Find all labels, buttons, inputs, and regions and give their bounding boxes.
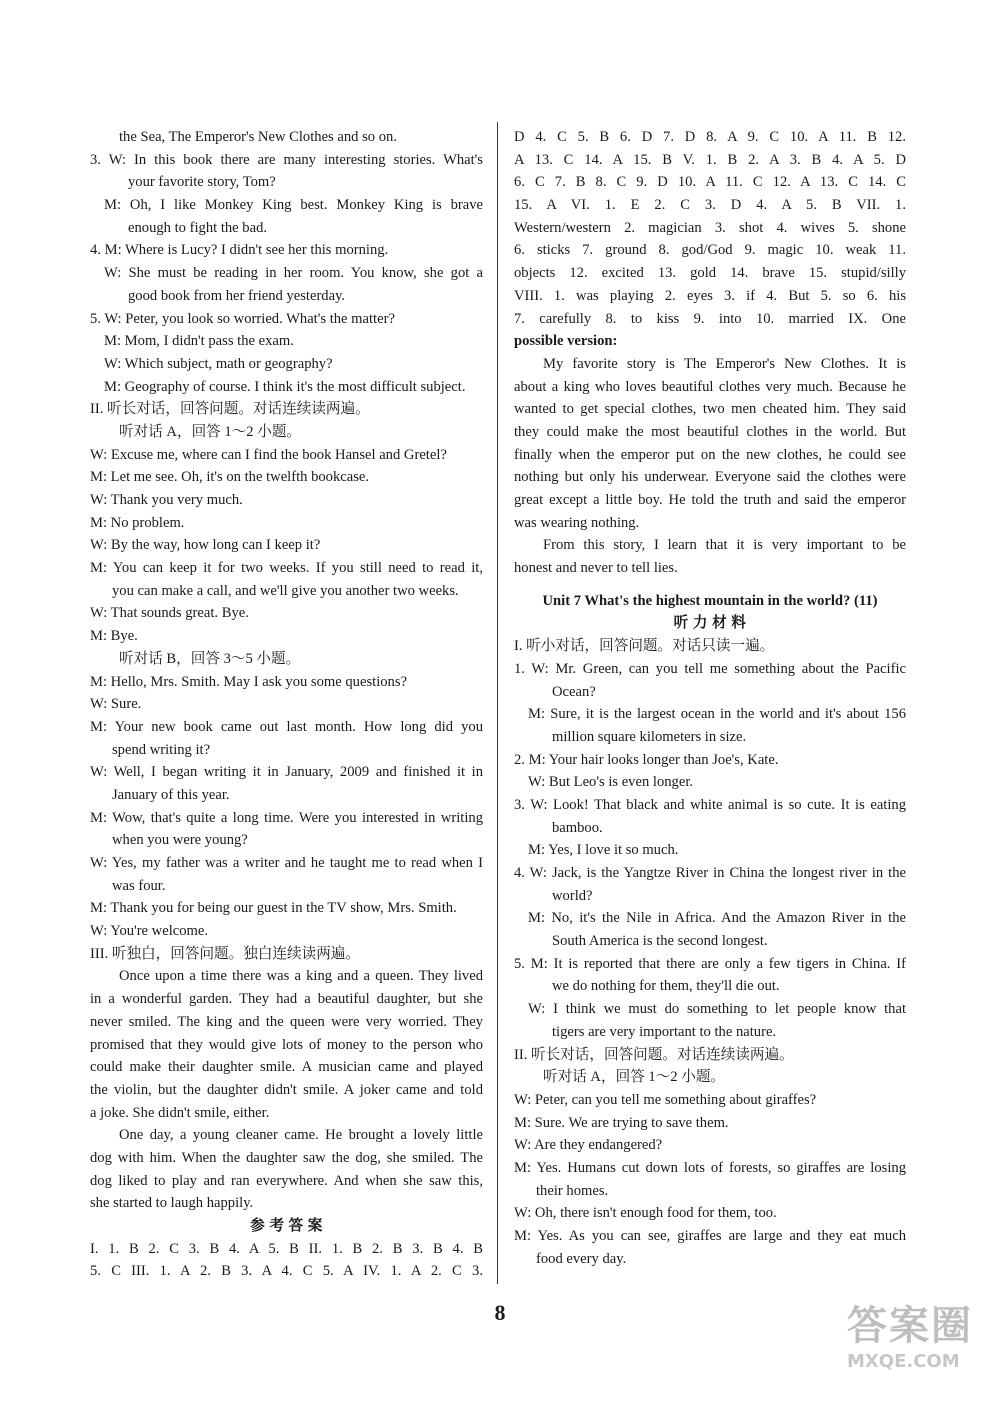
text-line: W: She must be reading in her room. You know, she got a <box>104 265 483 282</box>
text-line: W: You're welcome. <box>90 923 209 940</box>
text-line: a joke. She didn't smile, either. <box>90 1104 270 1121</box>
text-line: January of this year. <box>112 786 230 803</box>
essay-line: they could make the most beautiful clothes in the world. But <box>514 423 906 440</box>
text-line: M: No, it's the Nile in Africa. And the Amazon River in the <box>528 910 906 927</box>
text-line: W: That sounds great. Bye. <box>90 605 249 622</box>
text-line: 5. W: Peter, you look so worried. What's the matter? <box>90 310 395 327</box>
text-line: in a wonderful garden. They had a beautiful daughter, but she <box>90 991 483 1008</box>
text-line: M: Wow, that's quite a long time. Were you interested in writing <box>90 809 483 826</box>
text-line: world? <box>552 887 593 904</box>
text-line: W: Thank you very much. <box>90 492 243 508</box>
text-line: 2. M: Your hair looks longer than Joe's, Kate. <box>514 751 779 768</box>
text-line: she started to laugh happily. <box>90 1195 254 1212</box>
answer-line: 5. C III. 1. A 2. B 3. A 4. C 5. A IV. 1. A 2. C 3. <box>90 1263 483 1280</box>
text-line: M: Your new book came out last month. How long did you <box>90 718 483 735</box>
text-line: 5. M: It is reported that there are only a few tigers in China. If <box>514 955 906 972</box>
column-divider <box>497 122 498 1284</box>
section-heading: II. 听长对话，回答问题。对话连续读两遍。 <box>90 401 370 418</box>
text-line: M: Sure, it is the largest ocean in the world and it's about 156 <box>528 706 906 723</box>
text-line: the Sea, The Emperor's New Clothes and so on. <box>119 129 397 145</box>
text-line: South America is the second longest. <box>552 933 768 950</box>
text-line: One day, a young cleaner came. He brought a lovely little <box>119 1127 483 1144</box>
text-line: dog liked to play and ran everywhere. And when she saw this, <box>90 1172 483 1189</box>
text-line: M: Yes, I love it so much. <box>528 842 679 859</box>
text-line: you can make a call, and we'll give you another two weeks. <box>112 582 459 599</box>
essay-line: My favorite story is The Emperor's New Clothes. It is <box>543 355 906 372</box>
text-line: W: Well, I began writing it in January, 2009 and finished it in <box>90 764 483 781</box>
text-line: 1. W: Mr. Green, can you tell me something about the Pacific <box>514 660 906 677</box>
text-line: M: Geography of course. I think it's the most difficult subject. <box>104 378 466 395</box>
text-line: W: Excuse me, where can I find the book Hansel and Gretel? <box>90 446 447 463</box>
answer-line: 6. sticks 7. ground 8. god/God 9. magic 10. weak 11. <box>514 242 906 259</box>
text-line: 3. W: Look! That black and white animal is so cute. It is eating <box>514 796 906 813</box>
text-line: million square kilometers in size. <box>552 728 747 745</box>
text-line: M: You can keep it for two weeks. If you still need to read it, <box>90 560 483 577</box>
text-line: M: Yes. As you can see, giraffes are large and they eat much <box>514 1228 906 1244</box>
text-line: tigers are very important to the nature. <box>552 1023 777 1040</box>
text-line: promised that they would give lots of money to the person who <box>90 1036 483 1053</box>
answer-line: 7. carefully 8. to kiss 9. into 10. married IX. One <box>514 310 906 327</box>
section-heading: I. 听小对话，回答问题。对话只读一遍。 <box>514 638 775 655</box>
text-line: when you were young? <box>112 832 248 849</box>
essay-line: finally when the emperor put on the new clothes, he could see <box>514 446 906 463</box>
text-line: M: Thank you for being our guest in the TV show, Mrs. Smith. <box>90 900 457 917</box>
text-line: spend writing it? <box>112 741 211 758</box>
watermark-url: MXQE.COM <box>847 1351 960 1372</box>
text-line: W: Peter, can you tell me something about giraffes? <box>514 1091 817 1108</box>
right-column <box>514 126 906 1270</box>
answer-line: D 4. C 5. B 6. D 7. D 8. A 9. C 10. A 11. B 12. <box>514 129 906 145</box>
text-line: could make their daughter smile. A musician came and played <box>90 1059 483 1076</box>
spacer <box>514 580 906 590</box>
essay-line: wanted to get special clothes, two men cheated him. They said <box>514 401 906 418</box>
essay-line: nothing but only his underwear. Everyone said the clothes were <box>514 469 906 486</box>
answer-line: possible version: <box>514 333 618 350</box>
page-number: 8 <box>494 1300 506 1325</box>
text-line: W: Yes, my father was a writer and he taught me to read when I <box>90 855 483 871</box>
answer-line: I. 1. B 2. C 3. B 4. A 5. B II. 1. B 2. B 3. B 4. B <box>90 1240 483 1257</box>
text-line: M: Let me see. Oh, it's on the twelfth bookcase. <box>90 469 370 486</box>
text-line: enough to fight the bad. <box>128 219 268 236</box>
text-line: we do nothing for them, they'll die out. <box>552 978 780 995</box>
text-line: W: But Leo's is even longer. <box>528 774 694 791</box>
text-line: W: Sure. <box>90 696 142 713</box>
left-column <box>90 126 483 1283</box>
text-line: was four. <box>112 877 166 894</box>
subsection-heading: 听对话 A，回答 1～2 小题。 <box>543 1069 726 1086</box>
text-line: the violin, but the daughter didn't smile. A joker came and told <box>90 1081 483 1098</box>
text-line: bamboo. <box>552 819 603 836</box>
text-line: W: Which subject, math or geography? <box>104 355 333 372</box>
answer-line: VIII. 1. was playing 2. eyes 3. if 4. But 5. so 6. his <box>514 287 906 304</box>
text-line: M: Mom, I didn't pass the exam. <box>104 333 294 350</box>
answers-heading: 参 考 答 案 <box>250 1218 323 1234</box>
answer-line: Western/western 2. magician 3. shot 4. wives 5. shone <box>514 219 906 236</box>
text-line: M: Bye. <box>90 628 138 645</box>
text-line: 4. M: Where is Lucy? I didn't see her this morning. <box>90 242 389 259</box>
text-line: M: Sure. We are trying to save them. <box>514 1114 729 1131</box>
text-line: Ocean? <box>552 683 596 700</box>
text-line: dog with him. When the daughter saw the dog, she smiled. The <box>90 1149 483 1166</box>
section-heading: III. 听独白，回答问题。独白连续读两遍。 <box>90 945 360 962</box>
essay-line: honest and never to tell lies. <box>514 560 678 577</box>
text-line: W: By the way, how long can I keep it? <box>90 537 321 554</box>
unit-title: Unit 7 What's the highest mountain in the world? (11) <box>542 592 878 609</box>
text-line: Once upon a time there was a king and a queen. They lived <box>119 968 483 985</box>
essay-line: From this story, I learn that it is very important to be <box>543 537 906 554</box>
watermark <box>847 1294 982 1404</box>
text-line: 4. W: Jack, is the Yangtze River in China the longest river in the <box>514 865 906 881</box>
text-line: M: No problem. <box>90 514 185 531</box>
subsection-heading: 听对话 A，回答 1～2 小题。 <box>119 423 302 440</box>
answer-line: A 13. C 14. A 15. B V. 1. B 2. A 3. B 4. A 5. D <box>514 151 906 168</box>
essay-line: was wearing nothing. <box>514 514 640 531</box>
text-line: W: I think we must do something to let people know that <box>528 1001 906 1018</box>
text-line: your favorite story, Tom? <box>128 174 276 191</box>
subsection-heading: 听对话 B，回答 3～5 小题。 <box>119 650 301 667</box>
text-line: food every day. <box>536 1250 627 1267</box>
listening-heading: 听 力 材 料 <box>673 615 747 632</box>
text-line: M: Hello, Mrs. Smith. May I ask you some questions? <box>90 673 407 690</box>
text-line: M: Oh, I like Monkey King best. Monkey King is brave <box>104 197 483 214</box>
essay-line: great except a little boy. He told the truth and said the emperor <box>514 492 906 508</box>
watermark-logo: 答案圈 <box>847 1303 973 1349</box>
text-line: never smiled. The king and the queen were very worried. They <box>90 1013 483 1030</box>
text-line: their homes. <box>536 1182 609 1199</box>
text-line: M: Yes. Humans cut down lots of forests, so giraffes are losing <box>514 1159 906 1176</box>
answer-line: 6. C 7. B 8. C 9. D 10. A 11. C 12. A 13. C 14. C <box>514 174 906 191</box>
section-heading: II. 听长对话，回答问题。对话连续读两遍。 <box>514 1046 794 1063</box>
essay-line: about a king who loves beautiful clothes very much. Because he <box>514 378 906 395</box>
text-line: W: Oh, there isn't enough food for them, too. <box>514 1205 777 1222</box>
answer-line: 15. A VI. 1. E 2. C 3. D 4. A 5. B VII. 1. <box>514 197 906 214</box>
text-line: 3. W: In this book there are many interesting stories. What's <box>90 151 483 168</box>
answer-line: objects 12. excited 13. gold 14. brave 15. stupid/silly <box>514 265 906 282</box>
text-line: good book from her friend yesterday. <box>128 287 346 304</box>
text-line: W: Are they endangered? <box>514 1137 663 1154</box>
